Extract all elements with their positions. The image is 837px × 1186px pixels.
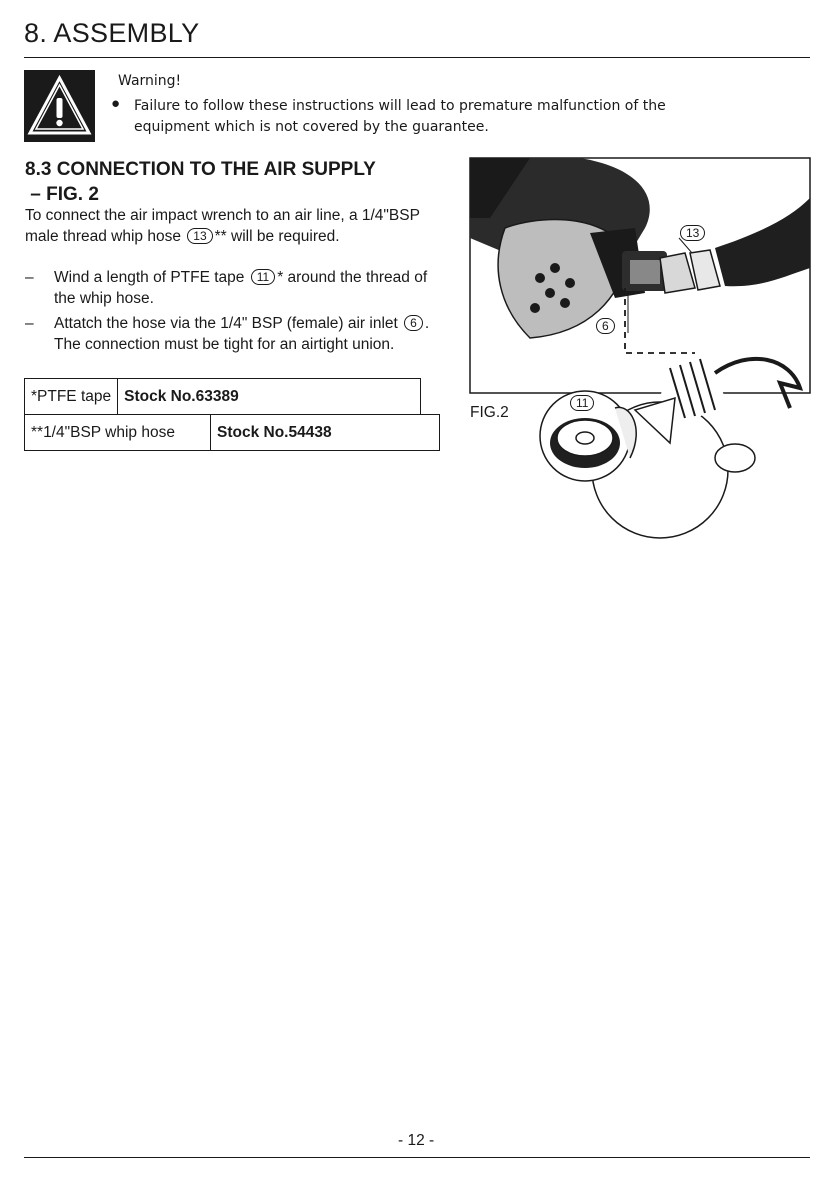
list-item-text-b: * around the thread of the whip hose. [54,269,428,307]
list-item-text-b: . The connection must be tight for an airtight union. [54,315,430,353]
list-item-text-a: Wind a length of PTFE tape [54,269,245,286]
section-heading [25,157,445,207]
intro-text-b: ** will be required. [214,227,340,245]
list-item-text [54,314,444,355]
section-heading-line2: – FIG. 2 [25,184,99,205]
callout-inlet: 6 [596,318,615,334]
table-cell-value: Stock No.54438 [211,415,440,451]
list-dash: – [25,315,34,332]
section-heading-line1: 8.3 CONNECTION TO THE AIR SUPPLY [25,159,376,180]
warning-title: Warning! [118,73,182,89]
warning-triangle-icon [24,70,95,142]
ref-number: 11 [251,269,275,285]
list-dash: – [25,269,34,286]
table-row [25,379,421,415]
ref-number: 13 [187,228,212,244]
list-item-text-a: Attatch the hose via the 1/4" BSP (female) air inlet [54,315,398,332]
page-title: 8. ASSEMBLY [24,18,200,48]
page-number: - 12 - [398,1132,435,1149]
warning-text: Failure to follow these instructions will lead to premature malfunction of the equipment which is not covered by the guarantee. [134,98,666,135]
stock-table-row2 [24,414,440,451]
title-divider [24,57,810,58]
table-row [25,415,440,451]
table-cell-label: **1/4"BSP whip hose [25,415,211,451]
intro-text-a: To connect the air impact wrench to an air line, a 1/4"BSP male thread whip hose [25,207,420,245]
figure-label: FIG.2 [470,404,509,421]
stock-table [24,378,421,415]
callout-hose: 13 [680,225,705,241]
footer-divider [24,1157,810,1158]
callout-tape: 11 [570,395,594,411]
ref-number: 6 [404,315,423,331]
list-item-text [54,268,444,309]
table-cell-value: Stock No.63389 [118,379,421,415]
bullet-icon: ● [111,95,121,112]
assembly-figure [470,158,810,410]
table-cell-label: *PTFE tape [25,379,118,415]
intro-paragraph [25,206,445,247]
